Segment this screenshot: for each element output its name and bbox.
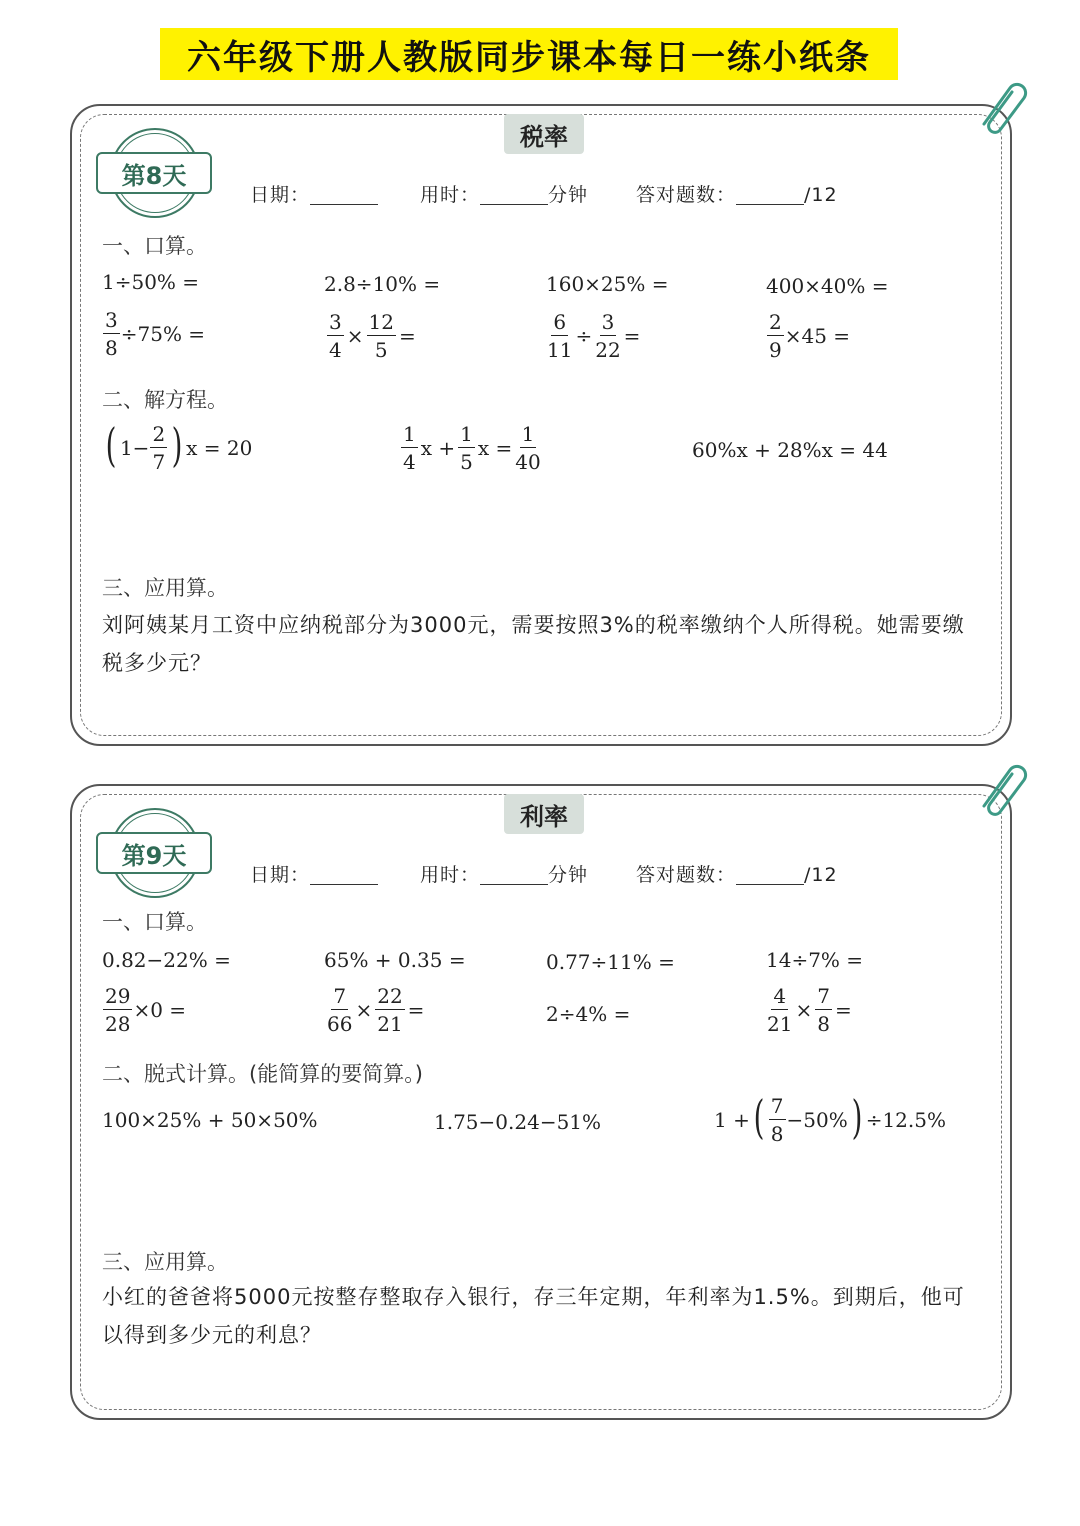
calc-item: 1.75−0.24−51%: [434, 1110, 602, 1134]
oral-item: 0.82−22% =: [102, 948, 231, 972]
day-label: 第9天: [96, 832, 212, 874]
time-field[interactable]: 用时： 分钟: [420, 864, 589, 886]
practice-card-day8: [70, 104, 1012, 746]
oral-item: 14÷7% =: [766, 948, 864, 972]
day-badge: [96, 128, 216, 218]
time-field[interactable]: 用时： 分钟: [420, 184, 589, 206]
section-equation-heading: 二、解方程。: [102, 388, 228, 412]
oral-item: 400×40% =: [766, 274, 889, 298]
calc-item: 1 + ( 7 8 −50% ) ÷12.5%: [714, 1090, 946, 1146]
section-oral-heading: 一、口算。: [102, 234, 207, 258]
oral-item: $\frac{6}{11}$ ÷ $\frac{3}{22}$ =: [547, 310, 641, 362]
oral-item: 2÷4% =: [546, 1002, 631, 1026]
score-field[interactable]: 答对题数： /12: [636, 864, 838, 886]
word-problem: 小红的爸爸将5000元按整存整取存入银行，存三年定期，年利率为1.5%。到期后，他可以得到多少元的利息？: [102, 1285, 965, 1347]
day-label: 第8天: [96, 152, 212, 194]
oral-item: $\frac{3}{4}$ × $\frac{12}{5}$ =: [329, 310, 416, 362]
oral-item: 1÷50% =: [102, 270, 200, 294]
section-application-heading: 三、应用算。: [102, 576, 228, 600]
oral-item: 0.77÷11% =: [546, 950, 675, 974]
oral-item: 160×25% =: [546, 272, 669, 296]
calc-item: 100×25% + 50×50%: [102, 1108, 318, 1132]
section-oral-heading: 一、口算。: [102, 910, 207, 934]
oral-item: 2.8÷10% =: [324, 272, 441, 296]
date-field[interactable]: 日期：: [250, 180, 378, 207]
equation-item: 1 4 x + $\frac{1}{5}$ x = $\frac{1}{40}$: [403, 422, 541, 474]
date-field[interactable]: 日期：: [250, 860, 378, 887]
practice-card-day9: [70, 784, 1012, 1420]
section-application-heading: 三、应用算。: [102, 1250, 228, 1274]
equation-item: ( 1− $\frac{2}{7}$ ) x = 20: [105, 418, 253, 474]
equation-item: 60%x + 28%x = 44: [692, 438, 888, 462]
oral-item: $\frac{3}{8}$ ÷75% =: [105, 308, 206, 360]
oral-item: 65% + 0.35 =: [324, 948, 466, 972]
page-title-banner: [160, 28, 898, 80]
score-field[interactable]: 答对题数： /12: [636, 184, 838, 206]
topic-label: 税率: [504, 114, 584, 154]
oral-item: $\frac{29}{28}$ ×0 =: [105, 984, 187, 1036]
topic-label: 利率: [504, 794, 584, 834]
paperclip-icon: [970, 76, 1030, 136]
page-title: 六年级下册人教版同步课本每日一练小纸条: [187, 37, 871, 78]
oral-item: $\frac{4}{21}$ × $\frac{7}{8}$ =: [767, 984, 852, 1036]
word-problem: 刘阿姨某月工资中应纳税部分为3000元，需要按照3%的税率缴纳个人所得税。她需要缴税多少元？: [102, 613, 965, 675]
oral-item: $\frac{2}{9}$ ×45 =: [769, 310, 851, 362]
paperclip-icon: [970, 758, 1030, 818]
day-badge: [96, 808, 216, 898]
section-calc-heading: 二、脱式计算。(能简算的要简算。): [102, 1062, 423, 1086]
oral-item: $\frac{7}{66}$ × $\frac{22}{21}$ =: [327, 984, 425, 1036]
